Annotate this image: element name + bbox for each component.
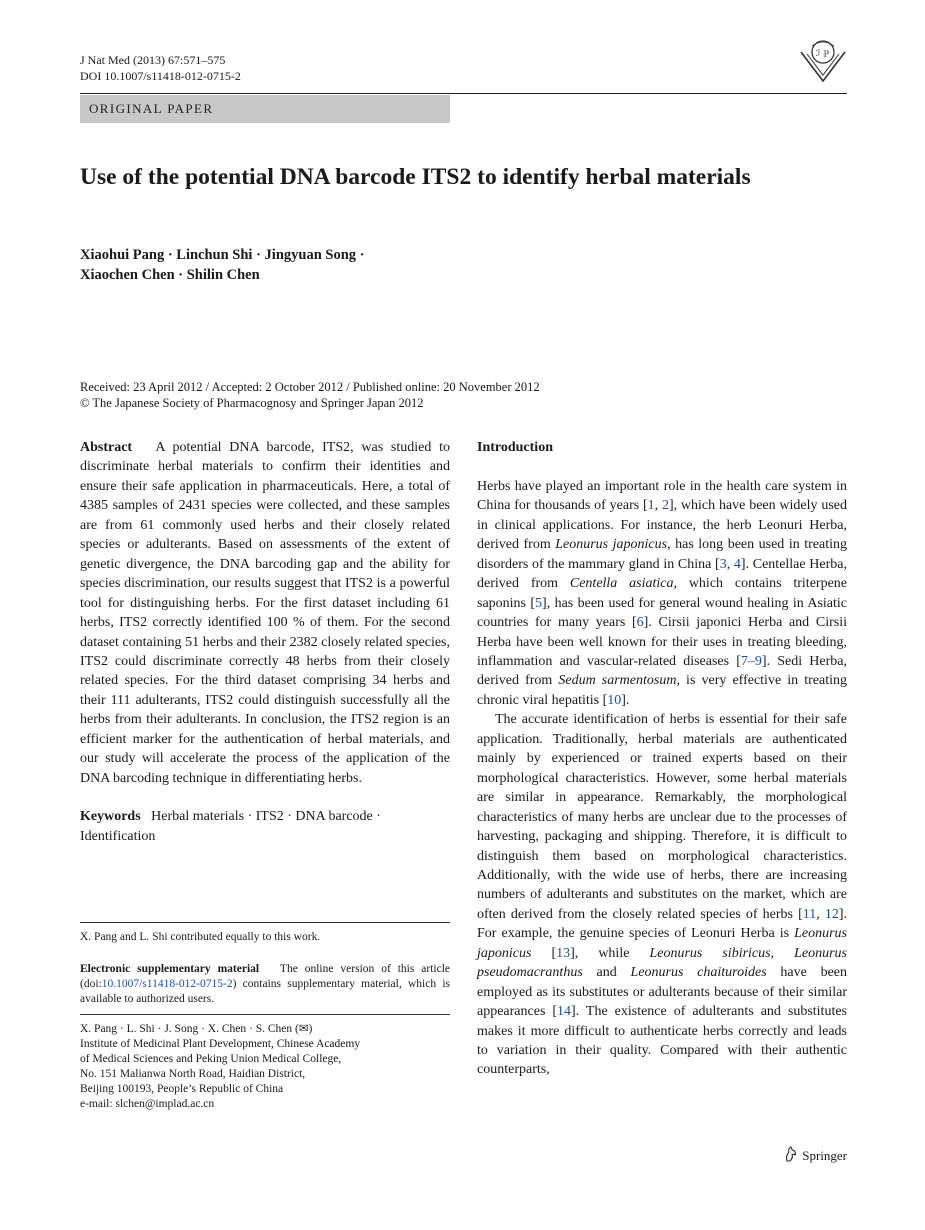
citation-link[interactable]: 6 <box>636 615 644 631</box>
intro-paragraph-1 <box>477 477 847 710</box>
affiliation-names: X. Pang · L. Shi · J. Song · X. Chen · S. Chen (✉) <box>80 1023 313 1035</box>
header-rule <box>80 93 847 94</box>
citation-link[interactable]: 7–9 <box>740 653 762 669</box>
esm-note <box>80 962 450 1007</box>
springer-horse-icon <box>784 1146 798 1166</box>
citation-link[interactable]: 14 <box>557 1004 572 1020</box>
text: ], which have been widely used in clinical applications. For instance, the herb Leonuri Herba, derived from <box>477 498 847 553</box>
author-line-2: Xiaochen Chen · Shilin Chen <box>80 267 260 283</box>
text: , <box>726 556 734 572</box>
publication-dates <box>80 379 780 411</box>
intro-paragraph-2 <box>477 710 847 1080</box>
species-name: Sedum sarmentosum <box>558 673 677 689</box>
text: ]. Cirsii japonici Herba and Cirsii Herba have been well known for their uses in treating bleeding, inflammation and vascular-related diseases [ <box>477 615 847 669</box>
text: , <box>816 906 825 922</box>
right-column <box>477 438 847 1080</box>
article-type-banner <box>80 95 450 123</box>
text: [ <box>531 945 557 961</box>
history-dates: Received: 23 April 2012 / Accepted: 2 October 2012 / Published online: 20 November 2012 <box>80 380 540 394</box>
left-column <box>80 438 450 846</box>
footnote-rule <box>80 922 450 923</box>
text: ]. The existence of adulterants and substitutes makes it more difficult to authenticate herbs correctly and leads to variation in their quality. Compared with their authentic counterparts, <box>477 1004 848 1078</box>
species-name: Leonurus sibiricus <box>649 945 771 961</box>
text: ], has been used for general wound healing in Asiatic countries for many years [ <box>477 595 847 631</box>
text: have been employed as its substitutes or adulterants because of their similar appearances [ <box>477 965 848 1020</box>
affiliation-line-3: No. 151 Malianwa North Road, Haidian District, <box>80 1068 306 1080</box>
citation-link[interactable]: 4 <box>733 556 741 572</box>
svg-text:ℐ: ℐ <box>816 48 821 58</box>
author-line-1: Xiaohui Pang · Linchun Shi · Jingyuan Song · <box>80 247 365 263</box>
citation-link[interactable]: 5 <box>535 595 543 611</box>
abstract <box>80 438 450 788</box>
copyright-line: © The Japanese Society of Pharmacognosy and Springer Japan 2012 <box>80 396 424 410</box>
esm-text-post: ) contains supplementary material, which is available to authorized users. <box>80 978 450 1005</box>
corresponding-email[interactable]: e-mail: slchen@implad.ac.cn <box>80 1098 215 1110</box>
keywords-text: Herbal materials · ITS2 · DNA barcode · Identification <box>80 809 381 844</box>
affiliation-block <box>80 1022 450 1112</box>
article-doi: DOI 10.1007/s11418-012-0715-2 <box>80 69 241 83</box>
citation-link[interactable]: 10 <box>607 692 622 708</box>
publisher-mark <box>784 1146 847 1166</box>
text: , which contains triterpene saponins [ <box>477 576 847 611</box>
introduction-heading: Introduction <box>477 440 553 455</box>
species-name: Centella asiatica <box>569 576 674 592</box>
article-type-label: ORIGINAL PAPER <box>89 101 214 116</box>
text: Herbs have played an important role in the health care system in China for thousands of years [ <box>477 478 847 514</box>
species-name: Leonurus chaituroides <box>630 965 767 981</box>
abstract-text: A potential DNA barcode, ITS2, was studied to discriminate herbal materials to confirm their identities and ensure their safe application in pharmaceuticals. Here, a total of 4385 samples of 2431 species were collected, and these samples are from 61 commonly used herbs and their closely related species or adulterants. Based on assessments of the extent of genetic divergence, the DNA barcoding gap and the ability for species discrimination, our results suggest that ITS2 is a powerful tool for distinguishing herbs. For the first dataset including 61 herbs, ITS2 correctly identified 100 % of them. For the second dataset containing 51 herbs and their 2382 closely related species, ITS2 could discriminate correctly 48 herbs from their closely related species. For the third dataset comprising 34 herbs and their 111 adulterants, ITS2 could distinguish successfully all the herbs from their adulterants. In conclusion, the ITS2 region is an efficient marker for the authentication of herbal materials, and our study will accelerate the process of the application of the DNA barcoding technique in differentiating herbs. <box>80 440 450 786</box>
esm-text-pre: The online version of this article (doi: <box>80 963 451 990</box>
citation-link[interactable]: 11 <box>802 906 817 922</box>
text: , <box>770 945 795 961</box>
species-name: Leonurus japonicus <box>477 926 847 961</box>
abstract-label: Abstract <box>80 440 133 455</box>
equal-contribution-note: X. Pang and L. Shi contributed equally to this work. <box>80 931 321 943</box>
affiliation-line-4: Beijing 100193, People’s Republic of China <box>80 1083 284 1095</box>
species-name: Leonurus japonicus <box>555 537 668 553</box>
citation-link[interactable]: 1 <box>647 498 655 514</box>
article-title: Use of the potential DNA barcode ITS2 to identify herbal materials <box>80 164 751 190</box>
affiliation-line-2: of Medical Sciences and Peking Union Medical College, <box>80 1053 342 1065</box>
citation-link[interactable]: 3 <box>719 556 727 572</box>
publisher-name: Springer <box>802 1148 847 1163</box>
esm-label: Electronic supplementary material <box>80 963 260 975</box>
citation-link[interactable]: 13 <box>556 945 571 961</box>
species-name: Leonurus pseudomacranthus <box>477 945 847 981</box>
text: , is very effective in treating chronic viral hepatitis [ <box>477 673 847 708</box>
text: ]. Sedi Herba, derived from <box>477 653 847 689</box>
text: ], while <box>570 945 650 961</box>
affiliation-rule <box>80 1014 450 1015</box>
text: and <box>582 965 631 981</box>
citation-link[interactable]: 2 <box>661 498 669 514</box>
author-list <box>80 245 580 285</box>
keywords-label: Keywords <box>80 809 141 825</box>
journal-header <box>80 52 241 84</box>
text: , <box>654 498 662 514</box>
keywords <box>80 807 450 846</box>
esm-doi-link[interactable]: 10.1007/s11418-012-0715-2 <box>101 978 233 990</box>
text: The accurate identification of herbs is essential for their safe application. Traditionally, herbal materials are authenticated mainly by experienced or trained experts based on their morphological characteristics. However, some herbal materials are similar in appearance. Remarkably, the morphological characteristics of many herbs are unclear due to the processes of harvesting, packaging and shipping. Therefore, it is difficult to distinguish them based on morphological characteristics. Additionally, with the wide use of herbs, there are increasing numbers of adulterants and substitutes on the market, which are often derived from the closely related species of herbs [ <box>477 712 847 922</box>
journal-citation: J Nat Med (2013) 67:571–575 <box>80 53 226 67</box>
citation-link[interactable]: 12 <box>824 906 839 922</box>
text: ]. For example, the genuine species of Leonuri Herba is <box>477 906 848 942</box>
svg-text:ℙ: ℙ <box>823 49 830 59</box>
affiliation-line-1: Institute of Medicinal Plant Development, Chinese Academy <box>80 1038 361 1050</box>
text: , has long been used in treating disorders of the mammary gland in China [ <box>477 537 847 572</box>
text: ]. <box>621 692 630 708</box>
jsp-logo-icon <box>798 38 848 84</box>
text: ]. Centellae Herba, derived from <box>477 556 847 592</box>
